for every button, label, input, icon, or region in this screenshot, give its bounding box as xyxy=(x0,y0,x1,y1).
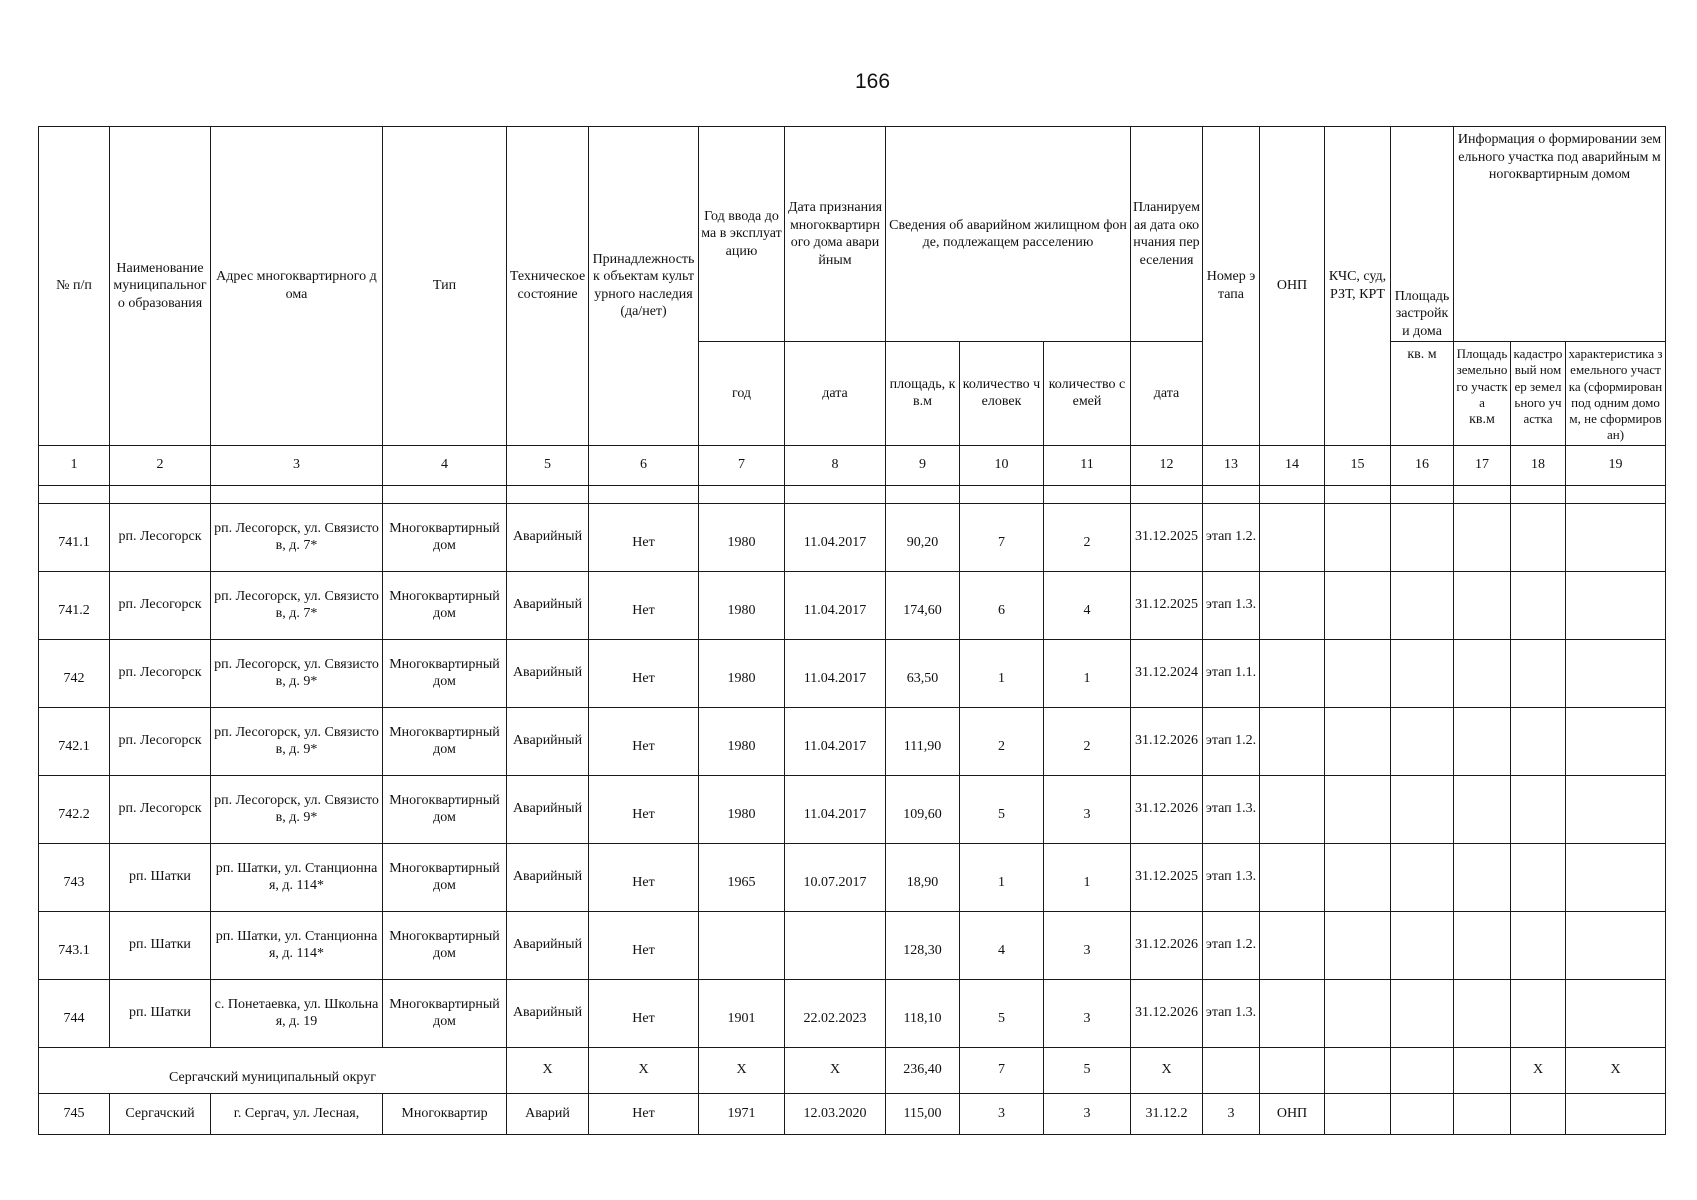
cell-stage: этап 1.3. xyxy=(1203,979,1260,1047)
empty-cell xyxy=(1454,911,1511,979)
cell-recognition-date: 11.04.2017 xyxy=(785,775,886,843)
cell-families: 1 xyxy=(1044,639,1131,707)
cell-year: 1971 xyxy=(699,1093,785,1134)
cell-recognition-date: 11.04.2017 xyxy=(785,571,886,639)
total-x: Х xyxy=(1131,1047,1203,1093)
cell-heritage: Нет xyxy=(589,503,699,571)
cell-area: 109,60 xyxy=(886,775,960,843)
empty-cell xyxy=(1325,571,1391,639)
cell-families: 2 xyxy=(1044,503,1131,571)
cell-area: 90,20 xyxy=(886,503,960,571)
column-number: 3 xyxy=(211,445,383,485)
cell-address: рп. Лесогорск, ул. Связистов, д. 7* xyxy=(211,503,383,571)
spacer-cell xyxy=(1325,485,1391,503)
cell-area: 115,00 xyxy=(886,1093,960,1134)
cell-people: 2 xyxy=(960,707,1044,775)
cell-state: Аварийный xyxy=(507,979,589,1047)
empty-cell xyxy=(1391,911,1454,979)
cell-state: Аварийный xyxy=(507,775,589,843)
empty-cell xyxy=(1454,1047,1511,1093)
spacer-cell xyxy=(1131,485,1203,503)
cell-onp: ОНП xyxy=(1260,1093,1325,1134)
empty-cell xyxy=(1454,707,1511,775)
cell-type: Многоквартирный дом xyxy=(383,775,507,843)
cell-recognition-date: 22.02.2023 xyxy=(785,979,886,1047)
header-type: Тип xyxy=(383,127,507,446)
cell-end-date: 31.12.2026 xyxy=(1131,979,1203,1047)
cell-municipality: рп. Шатки xyxy=(110,979,211,1047)
cell-stage: этап 1.3. xyxy=(1203,843,1260,911)
cell-type: Многоквартирный дом xyxy=(383,979,507,1047)
cell-area: 63,50 xyxy=(886,639,960,707)
cell-row-number: 742.2 xyxy=(39,775,110,843)
spacer-cell xyxy=(1454,485,1511,503)
spacer-cell xyxy=(589,485,699,503)
cell-municipality: рп. Лесогорск xyxy=(110,775,211,843)
empty-cell xyxy=(1260,571,1325,639)
header-heritage: Принадлежность к объектам культурного наследия (да/нет) xyxy=(589,127,699,446)
column-numbers-row xyxy=(39,445,1666,485)
total-x: Х xyxy=(589,1047,699,1093)
cell-area: 111,90 xyxy=(886,707,960,775)
empty-cell xyxy=(1511,911,1566,979)
empty-cell xyxy=(1511,639,1566,707)
column-number: 8 xyxy=(785,445,886,485)
cell-stage: этап 1.2. xyxy=(1203,911,1260,979)
cell-row-number: 743 xyxy=(39,843,110,911)
cell-type: Многоквартирный дом xyxy=(383,639,507,707)
table-row xyxy=(39,843,1666,911)
empty-cell xyxy=(1325,1093,1391,1134)
cell-people: 6 xyxy=(960,571,1044,639)
cell-address: рп. Шатки, ул. Станционная, д. 114* xyxy=(211,843,383,911)
empty-cell xyxy=(1325,775,1391,843)
empty-cell xyxy=(1391,979,1454,1047)
cell-year xyxy=(699,911,785,979)
header-planned-end-date: Планируемая дата окончания переселения xyxy=(1131,127,1203,342)
cell-state: Аварийный xyxy=(507,707,589,775)
page-number: 166 xyxy=(854,70,891,93)
spacer-cell xyxy=(1511,485,1566,503)
empty-cell xyxy=(1260,1047,1325,1093)
header-municipality: Наименование муниципального образования xyxy=(110,127,211,446)
total-area: 236,40 xyxy=(886,1047,960,1093)
total-x: Х xyxy=(785,1047,886,1093)
total-x: Х xyxy=(1566,1047,1666,1093)
cell-area: 18,90 xyxy=(886,843,960,911)
header-building-area: Площадь застройки дома xyxy=(1391,127,1454,342)
empty-cell xyxy=(1566,639,1666,707)
column-number: 18 xyxy=(1511,445,1566,485)
cell-state: Аварийный xyxy=(507,843,589,911)
cell-families: 1 xyxy=(1044,843,1131,911)
empty-cell xyxy=(1325,503,1391,571)
cell-municipality: Сергачский xyxy=(110,1093,211,1134)
cell-people: 5 xyxy=(960,979,1044,1047)
cell-row-number: 744 xyxy=(39,979,110,1047)
cell-type: Многоквартирный дом xyxy=(383,571,507,639)
spacer-cell xyxy=(1566,485,1666,503)
cell-row-number: 742.1 xyxy=(39,707,110,775)
header-technical-state: Техническое состояние xyxy=(507,127,589,446)
cell-year: 1980 xyxy=(699,639,785,707)
cell-end-date: 31.12.2025 xyxy=(1131,503,1203,571)
empty-cell xyxy=(1391,503,1454,571)
cell-address: рп. Лесогорск, ул. Связистов, д. 7* xyxy=(211,571,383,639)
empty-cell xyxy=(1260,843,1325,911)
spacer-cell xyxy=(785,485,886,503)
empty-cell xyxy=(1566,911,1666,979)
column-number: 9 xyxy=(886,445,960,485)
column-number: 16 xyxy=(1391,445,1454,485)
spacer-cell xyxy=(383,485,507,503)
cell-area: 118,10 xyxy=(886,979,960,1047)
cell-end-date: 31.12.2026 xyxy=(1131,775,1203,843)
empty-cell xyxy=(1511,503,1566,571)
header-sub-date: дата xyxy=(785,342,886,446)
empty-cell xyxy=(1260,979,1325,1047)
cell-address: рп. Лесогорск, ул. Связистов, д. 9* xyxy=(211,639,383,707)
empty-cell xyxy=(1260,911,1325,979)
cell-stage: этап 1.2. xyxy=(1203,707,1260,775)
cell-type: Многоквартирный дом xyxy=(383,503,507,571)
empty-cell xyxy=(1511,843,1566,911)
spacer-cell xyxy=(1044,485,1131,503)
column-number: 12 xyxy=(1131,445,1203,485)
empty-cell xyxy=(1454,843,1511,911)
cell-families: 3 xyxy=(1044,979,1131,1047)
cell-row-number: 743.1 xyxy=(39,911,110,979)
table-row xyxy=(39,707,1666,775)
empty-cell xyxy=(1391,843,1454,911)
cell-recognition-date: 11.04.2017 xyxy=(785,639,886,707)
cell-people: 4 xyxy=(960,911,1044,979)
spacer-row xyxy=(39,485,1666,503)
header-sub-year: год xyxy=(699,342,785,446)
empty-cell xyxy=(1391,707,1454,775)
cell-end-date: 31.12.2026 xyxy=(1131,707,1203,775)
cell-address: рп. Шатки, ул. Станционная, д. 114* xyxy=(211,911,383,979)
cell-address: с. Понетаевка, ул. Школьная, д. 19 xyxy=(211,979,383,1047)
cell-state: Аварий xyxy=(507,1093,589,1134)
column-number: 14 xyxy=(1260,445,1325,485)
total-label: Сергачский муниципальный округ xyxy=(39,1047,507,1093)
cell-area: 128,30 xyxy=(886,911,960,979)
empty-cell xyxy=(1391,571,1454,639)
cell-address: рп. Лесогорск, ул. Связистов, д. 9* xyxy=(211,775,383,843)
emergency-housing-table xyxy=(38,126,1666,1135)
cell-state: Аварийный xyxy=(507,911,589,979)
total-x: Х xyxy=(1511,1047,1566,1093)
column-number: 1 xyxy=(39,445,110,485)
column-number: 2 xyxy=(110,445,211,485)
cell-stage: этап 1.3. xyxy=(1203,775,1260,843)
cell-recognition-date: 12.03.2020 xyxy=(785,1093,886,1134)
header-sub-area: площадь, кв.м xyxy=(886,342,960,446)
cell-stage: этап 1.3. xyxy=(1203,571,1260,639)
cell-end-date: 31.12.2026 xyxy=(1131,911,1203,979)
header-row-number: № п/п xyxy=(39,127,110,446)
column-number: 17 xyxy=(1454,445,1511,485)
cell-recognition-date: 10.07.2017 xyxy=(785,843,886,911)
empty-cell xyxy=(1511,775,1566,843)
header-land-plot-area-title: Площадь земельного участка xyxy=(1456,346,1508,410)
cell-families: 2 xyxy=(1044,707,1131,775)
total-x: Х xyxy=(699,1047,785,1093)
header-sub-end-date: дата xyxy=(1131,342,1203,446)
header-sub-families: количество семей xyxy=(1044,342,1131,446)
cell-heritage: Нет xyxy=(589,707,699,775)
empty-cell xyxy=(1454,1093,1511,1134)
header-address: Адрес многоквартирного дома xyxy=(211,127,383,446)
column-number: 6 xyxy=(589,445,699,485)
spacer-cell xyxy=(886,485,960,503)
column-number: 4 xyxy=(383,445,507,485)
column-number: 11 xyxy=(1044,445,1131,485)
empty-cell xyxy=(1391,775,1454,843)
header-land-plot-area-unit: кв.м xyxy=(1469,412,1495,427)
cell-type: Многоквартирный дом xyxy=(383,707,507,775)
table-row xyxy=(39,571,1666,639)
cell-people: 5 xyxy=(960,775,1044,843)
empty-cell xyxy=(1260,639,1325,707)
header-stage-number: Номер этапа xyxy=(1203,127,1260,446)
cell-heritage: Нет xyxy=(589,1093,699,1134)
header-sub-building-area-unit: кв. м xyxy=(1391,342,1454,446)
empty-cell xyxy=(1391,1093,1454,1134)
spacer-cell xyxy=(507,485,589,503)
cell-row-number: 741.1 xyxy=(39,503,110,571)
cell-state: Аварийный xyxy=(507,503,589,571)
empty-cell xyxy=(1566,571,1666,639)
empty-cell xyxy=(1566,503,1666,571)
cell-heritage: Нет xyxy=(589,911,699,979)
empty-cell xyxy=(1325,911,1391,979)
spacer-cell xyxy=(1203,485,1260,503)
cell-families: 3 xyxy=(1044,1093,1131,1134)
empty-cell xyxy=(1260,503,1325,571)
empty-cell xyxy=(1566,843,1666,911)
empty-cell xyxy=(1325,639,1391,707)
cell-row-number: 742 xyxy=(39,639,110,707)
header-resettlement-info: Сведения об аварийном жилищном фонде, подлежащем расселению xyxy=(886,127,1131,342)
cell-families: 3 xyxy=(1044,775,1131,843)
spacer-cell xyxy=(110,485,211,503)
cell-municipality: рп. Лесогорск xyxy=(110,503,211,571)
cell-families: 4 xyxy=(1044,571,1131,639)
header-land-plot-area xyxy=(1454,342,1511,446)
header-row-main xyxy=(39,127,1666,342)
cell-type: Многоквартир xyxy=(383,1093,507,1134)
cell-end-date: 31.12.2 xyxy=(1131,1093,1203,1134)
cell-year: 1901 xyxy=(699,979,785,1047)
table-row xyxy=(39,639,1666,707)
column-number: 7 xyxy=(699,445,785,485)
cell-people: 7 xyxy=(960,503,1044,571)
cell-people: 1 xyxy=(960,639,1044,707)
empty-cell xyxy=(1260,775,1325,843)
cell-heritage: Нет xyxy=(589,979,699,1047)
cell-stage: этап 1.1. xyxy=(1203,639,1260,707)
empty-cell xyxy=(1511,571,1566,639)
cell-heritage: Нет xyxy=(589,571,699,639)
cell-end-date: 31.12.2025 xyxy=(1131,571,1203,639)
empty-cell xyxy=(1454,775,1511,843)
cell-type: Многоквартирный дом xyxy=(383,843,507,911)
header-land-plot-characteristics: характеристика земельного участка (сформирован под одним домом, не сформирован) xyxy=(1566,342,1666,446)
total-people: 7 xyxy=(960,1047,1044,1093)
total-x: Х xyxy=(507,1047,589,1093)
table-row xyxy=(39,775,1666,843)
spacer-cell xyxy=(960,485,1044,503)
spacer-cell xyxy=(699,485,785,503)
cell-year: 1965 xyxy=(699,843,785,911)
cell-end-date: 31.12.2025 xyxy=(1131,843,1203,911)
empty-cell xyxy=(1566,707,1666,775)
cell-state: Аварийный xyxy=(507,639,589,707)
empty-cell xyxy=(1511,1093,1566,1134)
cell-municipality: рп. Шатки xyxy=(110,911,211,979)
empty-cell xyxy=(1454,979,1511,1047)
cell-year: 1980 xyxy=(699,707,785,775)
empty-cell xyxy=(1391,1047,1454,1093)
header-onp: ОНП xyxy=(1260,127,1325,446)
cell-row-number: 745 xyxy=(39,1093,110,1134)
cell-recognition-date xyxy=(785,911,886,979)
empty-cell xyxy=(1325,843,1391,911)
cell-state: Аварийный xyxy=(507,571,589,639)
cell-heritage: Нет xyxy=(589,843,699,911)
cell-families: 3 xyxy=(1044,911,1131,979)
table-row xyxy=(39,911,1666,979)
cell-address: рп. Лесогорск, ул. Связистов, д. 9* xyxy=(211,707,383,775)
empty-cell xyxy=(1454,639,1511,707)
cell-recognition-date: 11.04.2017 xyxy=(785,503,886,571)
table-row xyxy=(39,1093,1666,1134)
empty-cell xyxy=(1454,571,1511,639)
cell-year: 1980 xyxy=(699,571,785,639)
header-recognition-date: Дата признания многоквартирного дома аварийным xyxy=(785,127,886,342)
empty-cell xyxy=(1511,979,1566,1047)
column-number: 19 xyxy=(1566,445,1666,485)
cell-municipality: рп. Лесогорск xyxy=(110,571,211,639)
spacer-cell xyxy=(39,485,110,503)
cell-row-number: 741.2 xyxy=(39,571,110,639)
column-number: 10 xyxy=(960,445,1044,485)
cell-end-date: 31.12.2024 xyxy=(1131,639,1203,707)
spacer-cell xyxy=(211,485,383,503)
spacer-cell xyxy=(1260,485,1325,503)
empty-cell xyxy=(1325,1047,1391,1093)
empty-cell xyxy=(1260,707,1325,775)
cell-recognition-date: 11.04.2017 xyxy=(785,707,886,775)
cell-area: 174,60 xyxy=(886,571,960,639)
total-row xyxy=(39,1047,1666,1093)
empty-cell xyxy=(1325,707,1391,775)
empty-cell xyxy=(1454,503,1511,571)
cell-year: 1980 xyxy=(699,775,785,843)
header-commission-year: Год ввода дома в эксплуатацию xyxy=(699,127,785,342)
cell-municipality: рп. Лесогорск xyxy=(110,707,211,775)
cell-people: 3 xyxy=(960,1093,1044,1134)
empty-cell xyxy=(1566,1093,1666,1134)
cell-heritage: Нет xyxy=(589,639,699,707)
empty-cell xyxy=(1566,775,1666,843)
header-cadastral-number: кадастровый номер земельного участка xyxy=(1511,342,1566,446)
cell-address: г. Сергач, ул. Лесная, xyxy=(211,1093,383,1134)
table-row xyxy=(39,979,1666,1047)
table-row xyxy=(39,503,1666,571)
cell-stage: этап 1.2. xyxy=(1203,503,1260,571)
empty-cell xyxy=(1325,979,1391,1047)
header-kchs: КЧС, суд, РЗТ, КРТ xyxy=(1325,127,1391,446)
cell-year: 1980 xyxy=(699,503,785,571)
cell-municipality: рп. Шатки xyxy=(110,843,211,911)
header-land-plot-info: Информация о формировании земельного участка под аварийным многоквартирным домом xyxy=(1454,127,1666,342)
empty-cell xyxy=(1511,707,1566,775)
column-number: 5 xyxy=(507,445,589,485)
total-families: 5 xyxy=(1044,1047,1131,1093)
cell-type: Многоквартирный дом xyxy=(383,911,507,979)
cell-people: 1 xyxy=(960,843,1044,911)
cell-stage: 3 xyxy=(1203,1093,1260,1134)
column-number: 13 xyxy=(1203,445,1260,485)
empty-cell xyxy=(1391,639,1454,707)
spacer-cell xyxy=(1391,485,1454,503)
cell-municipality: рп. Лесогорск xyxy=(110,639,211,707)
empty-cell xyxy=(1566,979,1666,1047)
data-rows xyxy=(39,485,1666,1047)
column-number: 15 xyxy=(1325,445,1391,485)
header-sub-people: количество человек xyxy=(960,342,1044,446)
empty-cell xyxy=(1203,1047,1260,1093)
cell-heritage: Нет xyxy=(589,775,699,843)
